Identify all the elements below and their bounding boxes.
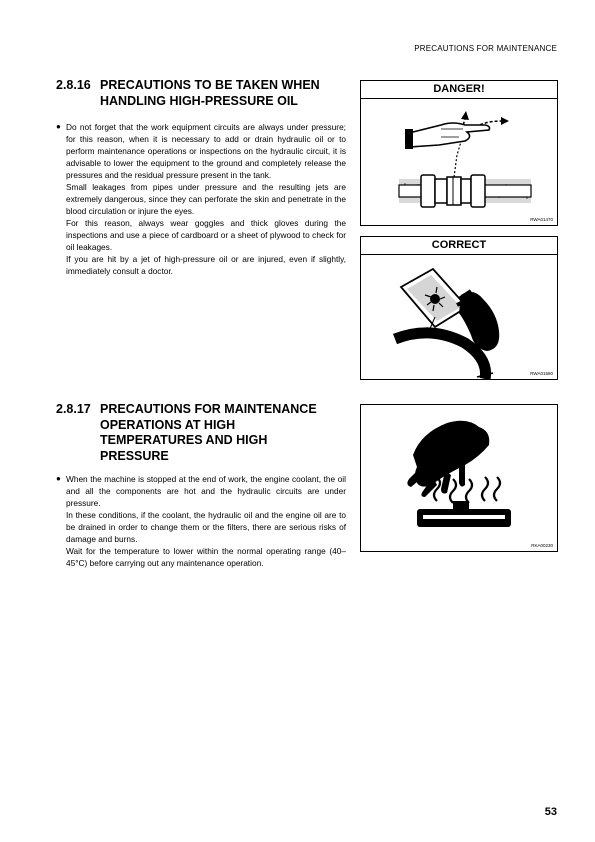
body-paragraph: Small leakages from pipes under pressure and the resulting jets are extremely dangerous, since they can perforate the skin and penetrate in the blood circulation or injure the eyes. bbox=[66, 182, 346, 216]
bullet-item bbox=[56, 121, 346, 277]
figure-high-temperature bbox=[360, 404, 558, 552]
figure-code: RWA01580 bbox=[530, 371, 553, 376]
section-title-line: HANDLING HIGH-PRESSURE OIL bbox=[100, 93, 298, 108]
section-title-line: PRESSURE bbox=[100, 448, 169, 463]
figure-code: RWA01470 bbox=[530, 217, 553, 222]
bullet-icon: ● bbox=[56, 474, 61, 483]
section-number: 2.8.16 bbox=[56, 78, 91, 92]
section-title bbox=[56, 402, 346, 464]
bullet-icon: ● bbox=[56, 122, 61, 131]
section-2-8-16 bbox=[56, 78, 346, 277]
body-paragraph: If you are hit by a jet of high-pressure oil or are injured, even if slightly, immediately consult a doctor. bbox=[66, 254, 346, 276]
body-paragraph: Wait for the temperature to lower within the normal operating range (40–45°C) before carrying out any maintenance operation. bbox=[66, 546, 346, 568]
figure-danger bbox=[360, 80, 558, 226]
figure-correct bbox=[360, 236, 558, 380]
running-header: PRECAUTIONS FOR MAINTENANCE bbox=[414, 44, 557, 53]
section-title-line: PRECAUTIONS TO BE TAKEN WHEN bbox=[100, 78, 320, 92]
figure-caption: DANGER! bbox=[361, 81, 557, 99]
figure-code: RKA00230 bbox=[531, 543, 553, 548]
section-number: 2.8.17 bbox=[56, 402, 91, 416]
cardboard-leak-check-illustration bbox=[361, 255, 557, 379]
body-paragraph: For this reason, always wear goggles and thick gloves during the inspections and use a piece of cardboard or a sheet of plywood to check for oil leakages. bbox=[66, 218, 346, 252]
section-title bbox=[56, 78, 346, 109]
section-title-line: TEMPERATURES AND HIGH bbox=[100, 433, 268, 447]
section-title-line: OPERATIONS AT HIGH bbox=[100, 417, 236, 432]
hot-surface-hand-illustration bbox=[361, 405, 557, 551]
body-paragraph: When the machine is stopped at the end of work, the engine coolant, the oil and all the components are hot and the hydraulic circuits are under pressure. bbox=[66, 474, 346, 508]
body-paragraph: Do not forget that the work equipment circuits are always under pressure; for this reason, when it is necessary to add or drain hydraulic oil or to perform maintenance operations or inspections on the hydraulic circuit, it is advisable to lower the equipment to the ground and completely release the pressures and the residual pressure present in the tank. bbox=[66, 122, 346, 180]
figure-caption: CORRECT bbox=[361, 237, 557, 255]
body-paragraph: In these conditions, if the coolant, the hydraulic oil and the engine oil are to be drained in order to change them or the filters, there are serious risks of damage and burns. bbox=[66, 510, 346, 544]
page-number: 53 bbox=[544, 806, 557, 818]
bullet-item bbox=[56, 473, 346, 569]
section-title-line: PRECAUTIONS FOR MAINTENANCE bbox=[100, 402, 317, 416]
section-2-8-17 bbox=[56, 402, 346, 569]
high-pressure-leak-illustration bbox=[361, 99, 557, 225]
